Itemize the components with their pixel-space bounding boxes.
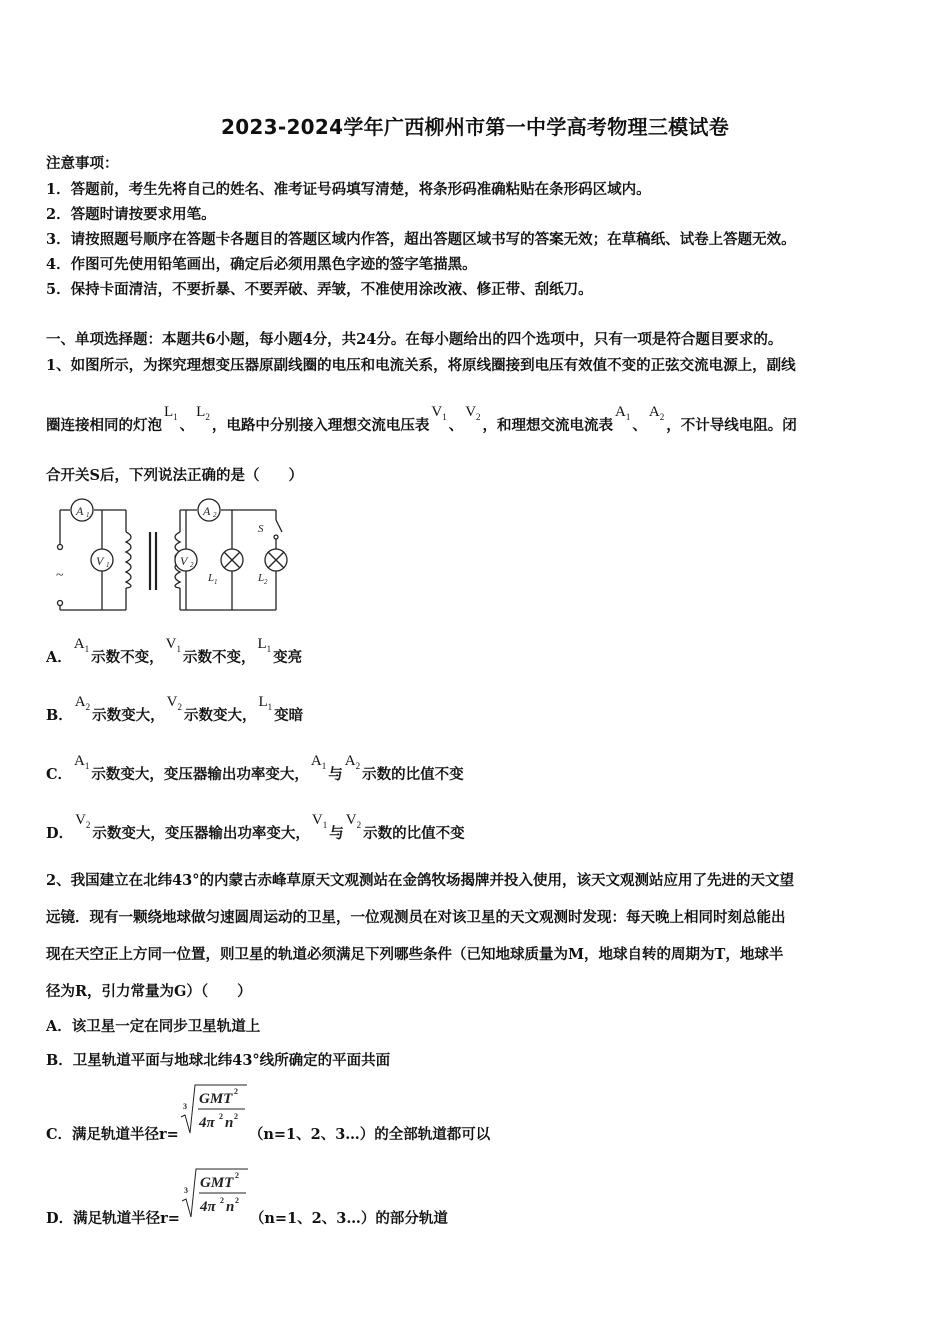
question-1-option-a[interactable]: A．$A_1$ 示数不变，$V_1$ 示数不变，$L_1$ 变亮 bbox=[46, 636, 303, 666]
notice-item: 5．保持卡面清洁，不要折暴、不要弄破、弄皱，不准使用涂改液、修正带、刮纸刀。 bbox=[46, 281, 593, 298]
notice-item: 3．请按照题号顺序在答题卡各题目的答题区域内作答，超出答题区域书写的答案无效；在草稿纸、试卷上答题无效。 bbox=[46, 231, 796, 248]
section-heading: 一、单项选择题：本题共6小题，每小题4分，共24分。在每小题给出的四个选项中，只有一项是符合题目要求的。 bbox=[46, 331, 783, 348]
question-2-line: 2、我国建立在北纬43°的内蒙古赤峰草原天文观测站在金鸽牧场揭牌并投入使用，该天文观测站应用了先进的天文望 bbox=[46, 872, 795, 889]
symbol-v2: $V_2$ bbox=[465, 404, 481, 422]
formula-radical bbox=[180, 1165, 250, 1221]
symbol-l1: $L_1$ bbox=[164, 404, 178, 422]
switch-s-label: S bbox=[258, 523, 264, 535]
question-2-option-b[interactable]: B．卫星轨道平面与地球北纬43°线所确定的平面共面 bbox=[46, 1052, 391, 1069]
notice-heading: 注意事项： bbox=[46, 155, 119, 172]
svg-text:n: n bbox=[225, 1199, 235, 1215]
svg-text:3: 3 bbox=[182, 1102, 187, 1111]
svg-text:2: 2 bbox=[233, 1112, 238, 1121]
notice-item: 2．答题时请按要求用笔。 bbox=[46, 206, 216, 223]
svg-text:2: 2 bbox=[233, 1087, 238, 1096]
page-title: 2023-2024学年广西柳州市第一中学高考物理三模试卷 bbox=[220, 115, 730, 139]
transformer-circuit-diagram bbox=[46, 492, 306, 614]
question-1-option-c[interactable]: C．$A_1$ 示数变大，变压器输出功率变大，$A_1$ 与$A_2$ 示数的比值不变 bbox=[46, 753, 464, 783]
source-terminal bbox=[58, 545, 63, 550]
ammeter-a2-label: A bbox=[203, 504, 211, 518]
svg-text:4π: 4π bbox=[199, 1199, 216, 1215]
question-2-line: 远镜．现有一颗绕地球做匀速圆周运动的卫星，一位观测员在对该卫星的天文观测时发现：每天晚上相同时刻总能出 bbox=[46, 909, 786, 926]
question-1-option-b[interactable]: B．$A_2$ 示数变大，$V_2$ 示数变大，$L_1$ 变暗 bbox=[46, 694, 304, 724]
lamp-l2-label: L bbox=[258, 572, 265, 584]
svg-text:2: 2 bbox=[234, 1196, 239, 1205]
voltmeter-v1-label: V bbox=[96, 554, 104, 568]
question-1-line: 圈连接相同的灯泡$L_1$ 、$L_2$ ，电路中分别接入理想交流电压表$V_1$ 、$V_2$ ，和理想交流电流表$A_1$ 、$A_2$ ，不计导线电阻。闭 bbox=[46, 404, 797, 434]
question-2-option-d[interactable]: D．满足轨道半径r= 3 GMT 2 4π 2 n 2 （n=1、2、3…）的部分轨道 bbox=[46, 1165, 448, 1221]
ac-source-symbol: ~ bbox=[56, 568, 64, 583]
question-2-line: 径为R，引力常量为G）（ ） bbox=[46, 983, 252, 1000]
svg-text:2: 2 bbox=[213, 511, 217, 519]
symbol-a2: $A_2$ bbox=[648, 404, 665, 422]
question-1-line: 合开关S后，下列说法正确的是（ ） bbox=[46, 467, 303, 484]
symbol-l2: $L_2$ bbox=[196, 404, 210, 422]
lamp-l1-label: L bbox=[208, 572, 215, 584]
question-2-option-c[interactable]: C．满足轨道半径r= 3 GMT 2 4π 2 n 2 （n=1、2、3…）的全部轨道都可以 bbox=[46, 1081, 490, 1137]
svg-text:1: 1 bbox=[214, 578, 218, 586]
symbol-v1: $V_1$ bbox=[431, 404, 447, 422]
notice-item: 1．答题前，考生先将自己的姓名、准考证号码填写清楚，将条形码准确粘贴在条形码区域内。 bbox=[46, 181, 651, 198]
svg-text:GMT: GMT bbox=[199, 1175, 234, 1191]
symbol-a1: $A_1$ bbox=[615, 404, 631, 422]
svg-text:2: 2 bbox=[219, 1196, 224, 1205]
question-2-line: 现在天空正上方同一位置，则卫星的轨道必须满足下列哪些条件（已知地球质量为M，地球自转的周期为T，地球半 bbox=[46, 946, 784, 963]
question-1-option-d[interactable]: D．$V_2$ 示数变大，变压器输出功率变大，$V_1$ 与$V_2$ 示数的比值不变 bbox=[46, 812, 465, 842]
svg-text:2: 2 bbox=[218, 1112, 223, 1121]
svg-text:2: 2 bbox=[190, 561, 194, 569]
voltmeter-v2-label: V bbox=[180, 554, 188, 568]
question-2-option-a[interactable]: A．该卫星一定在同步卫星轨道上 bbox=[46, 1018, 261, 1035]
svg-text:1: 1 bbox=[86, 511, 90, 519]
svg-text:3: 3 bbox=[183, 1186, 188, 1195]
question-1-line: 1、如图所示，为探究理想变压器原副线圈的电压和电流关系，将原线圈接到电压有效值不变的正弦交流电源上，副线 bbox=[46, 357, 796, 374]
svg-text:2: 2 bbox=[264, 578, 268, 586]
ammeter-a1-label: A bbox=[76, 504, 84, 518]
svg-text:4π: 4π bbox=[198, 1115, 215, 1131]
formula-radical bbox=[179, 1081, 249, 1137]
svg-text:1: 1 bbox=[106, 561, 110, 569]
primary-coil bbox=[126, 532, 131, 588]
svg-text:2: 2 bbox=[234, 1171, 239, 1180]
switch-s-icon bbox=[276, 520, 282, 532]
notice-item: 4．作图可先使用铅笔画出，确定后必须用黑色字迹的签字笔描黑。 bbox=[46, 256, 477, 273]
svg-text:n: n bbox=[224, 1115, 234, 1131]
source-terminal bbox=[58, 601, 63, 606]
svg-text:GMT: GMT bbox=[198, 1091, 233, 1107]
